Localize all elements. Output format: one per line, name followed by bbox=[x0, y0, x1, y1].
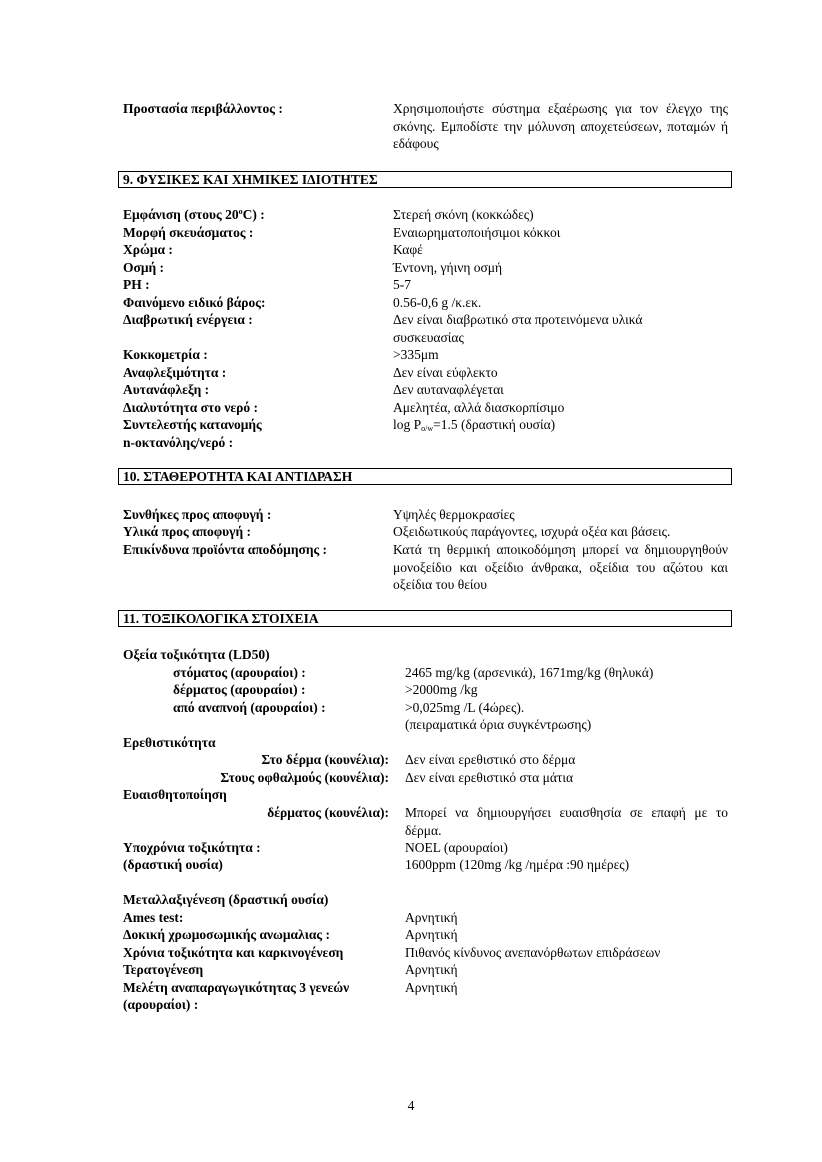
corrosive-value-line2: συσκευασίας bbox=[393, 330, 464, 345]
inhalation-value: >0,025mg /L (4ώρες). bbox=[405, 700, 525, 715]
decomposition-label: Επικίνδυνα προϊόντα αποδόμησης : bbox=[123, 542, 328, 557]
irritation-heading: Ερεθιστικότητα bbox=[123, 735, 216, 750]
partition-label-line2: n-οκτανόλης/νερό : bbox=[123, 435, 234, 450]
corrosive-label: Διαβρωτική ενέργεια : bbox=[123, 312, 253, 327]
odor-value: Έντονη, γήινη οσμή bbox=[393, 260, 503, 275]
chronic-value: Πιθανός κίνδυνος ανεπανόρθωτων επιδράσεων bbox=[405, 945, 661, 960]
dermal-value: >2000mg /kg bbox=[405, 682, 478, 697]
inhalation-label: από αναπνοή (αρουραίοι) : bbox=[173, 700, 326, 715]
chromosomal-label: Δοκική χρωμοσωμικής ανωμαλιας : bbox=[123, 927, 330, 942]
color-value: Καφέ bbox=[393, 242, 423, 257]
ames-value: Αρνητική bbox=[405, 910, 458, 925]
sensitization-heading: Ευαισθητοποίηση bbox=[123, 787, 227, 802]
reproduction-label-line2: (αρουραίοι) : bbox=[123, 997, 199, 1012]
sensitization-label: δέρματος (κουνέλια): bbox=[267, 805, 389, 820]
ph-label: PH : bbox=[123, 277, 150, 292]
corrosive-value-line1: Δεν είναι διαβρωτικό στα προτεινόμενα υλικά bbox=[393, 312, 643, 327]
solubility-label: Διαλυτότητα στο νερό : bbox=[123, 400, 258, 415]
autoignition-label: Αυτανάφλεξη : bbox=[123, 382, 210, 397]
form-label: Μορφή σκευάσματος : bbox=[123, 225, 254, 240]
skin-irritation-label: Στο δέρμα (κουνέλια): bbox=[261, 752, 389, 767]
teratogenicity-value: Αρνητική bbox=[405, 962, 458, 977]
sensitization-value: Μπορεί να δημιουργήσει ευαισθησία σε επαφή με το δέρμα. bbox=[405, 805, 728, 838]
chromosomal-value: Αρνητική bbox=[405, 927, 458, 942]
subchronic-value-line2: 1600ppm (120mg /kg /ημέρα :90 ημέρες) bbox=[405, 857, 630, 872]
granulometry-value: >335μm bbox=[393, 347, 439, 362]
partition-label-line1: Συντελεστής κατανομής bbox=[123, 417, 262, 432]
reproduction-label-line1: Μελέτη αναπαραγωγικότητας 3 γενεών bbox=[123, 980, 350, 995]
reproduction-value: Αρνητική bbox=[405, 980, 458, 995]
odor-label: Οσμή : bbox=[123, 260, 165, 275]
conditions-avoid-label: Συνθήκες προς αποφυγή : bbox=[123, 507, 272, 522]
density-value: 0.56-0,6 g /κ.εκ. bbox=[393, 295, 482, 310]
section-11-header: 11. ΤΟΞΙΚΟΛΟΓΙΚΑ ΣΤΟΙΧΕΙΑ bbox=[118, 610, 732, 627]
appearance-label: Εμφάνιση (στους $20^oC$) : bbox=[123, 207, 265, 222]
decomposition-value: Κατά τη θερμική αποικοδόμηση μπορεί να δημιουργηθούν μονοξείδιο και οξείδιο άνθρακα, οξείδια του αζώτου και οξείδια του θείου bbox=[393, 542, 728, 592]
appearance-value: Στερεή σκόνη (κοκκώδες) bbox=[393, 207, 534, 222]
mutagenicity-heading: Μεταλλαξιγένεση (δραστική ουσία) bbox=[123, 892, 329, 907]
autoignition-value: Δεν αυταναφλέγεται bbox=[393, 382, 504, 397]
solubility-value: Αμελητέα, αλλά διασκορπίσιμο bbox=[393, 400, 565, 415]
subchronic-label-line2: (δραστική ουσία) bbox=[123, 857, 223, 872]
oral-label: στόματος (αρουραίοι) : bbox=[173, 665, 306, 680]
env-protection-value: Χρησιμοποιήστε σύστημα εξαέρωσης για τον έλεγχο της σκόνης. Εμποδίστε την μόλυνση αποχετεύσεων, ποταμών ή εδάφους bbox=[393, 101, 728, 151]
partition-value: $\log P_{o/w}=1.5$ (δραστική ουσία) bbox=[393, 417, 556, 433]
oral-value: 2465 mg/kg (αρσενικά), 1671mg/kg (θηλυκά) bbox=[405, 665, 654, 680]
chronic-label: Χρόνια τοξικότητα και καρκινογένεση bbox=[123, 945, 344, 960]
inhalation-note: (πειραματικά όρια συγκέντρωσης) bbox=[405, 717, 592, 732]
skin-irritation-value: Δεν είναι ερεθιστικό στο δέρμα bbox=[405, 752, 576, 767]
eye-irritation-value: Δεν είναι ερεθιστικό στα μάτια bbox=[405, 770, 574, 785]
flammability-value: Δεν είναι εύφλεκτο bbox=[393, 365, 498, 380]
eye-irritation-label: Στους οφθαλμούς (κουνέλια): bbox=[220, 770, 389, 785]
flammability-label: Αναφλεξιμότητα : bbox=[123, 365, 227, 380]
subchronic-label-line1: Υποχρόνια τοξικότητα : bbox=[123, 840, 261, 855]
subchronic-value-line1: NOEL (αρουραίοι) bbox=[405, 840, 508, 855]
density-label: Φαινόμενο ειδικό βάρος: bbox=[123, 295, 266, 310]
dermal-label: δέρματος (αρουραίοι) : bbox=[173, 682, 306, 697]
form-value: Εναιωρηματοποιήσιμοι κόκκοι bbox=[393, 225, 561, 240]
teratogenicity-label: Τερατογένεση bbox=[123, 962, 204, 977]
page-number: 4 bbox=[407, 1098, 415, 1113]
materials-avoid-value: Οξειδωτικούς παράγοντες, ισχυρά οξέα και βάσεις. bbox=[393, 524, 671, 539]
acute-toxicity-heading: Οξεία τοξικότητα (LD50) bbox=[123, 647, 270, 662]
conditions-avoid-value: Υψηλές θερμοκρασίες bbox=[393, 507, 515, 522]
ph-value: 5-7 bbox=[393, 277, 411, 292]
color-label: Χρώμα : bbox=[123, 242, 173, 257]
section-9-header: 9. ΦΥΣΙΚΕΣ ΚΑΙ ΧΗΜΙΚΕΣ ΙΔΙΟΤΗΤΕΣ bbox=[118, 171, 732, 188]
section-10-header: 10. ΣΤΑΘΕΡΟΤΗΤΑ ΚΑΙ ΑΝΤΙΔΡΑΣΗ bbox=[118, 468, 732, 485]
materials-avoid-label: Υλικά προς αποφυγή : bbox=[123, 524, 251, 539]
ames-label: Ames test: bbox=[123, 910, 184, 925]
granulometry-label: Κοκκομετρία : bbox=[123, 347, 208, 362]
env-protection-label: Προστασία περιβάλλοντος : bbox=[123, 101, 283, 116]
